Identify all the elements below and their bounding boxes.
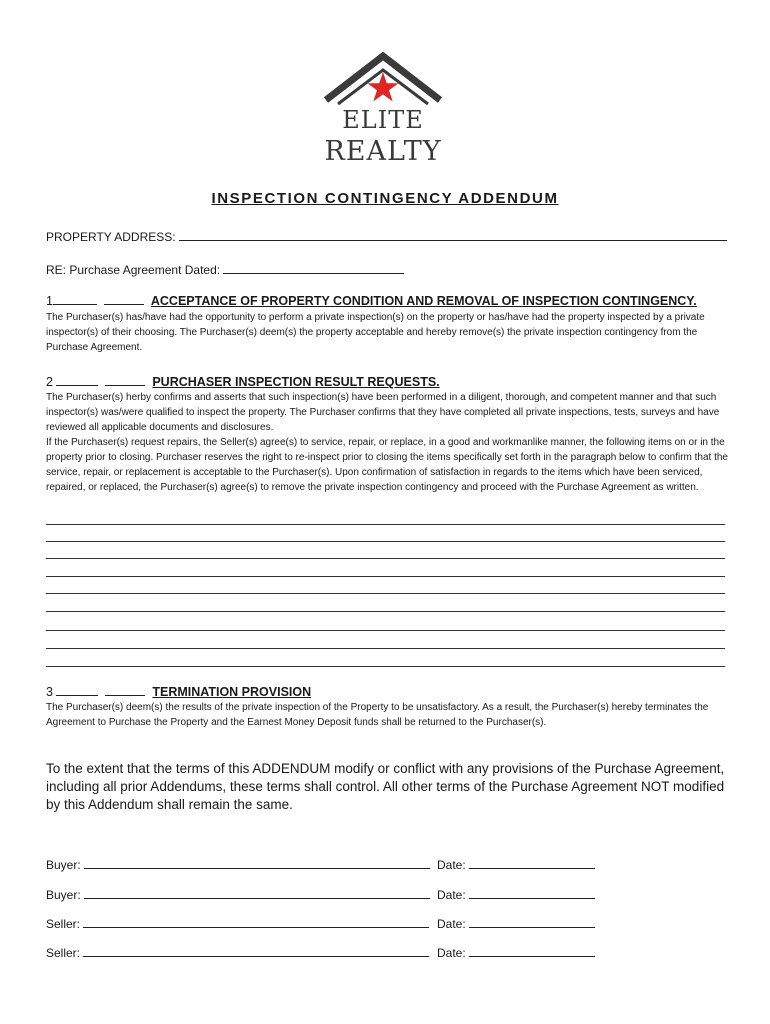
section-2-body: [46, 390, 736, 495]
section-1-body: The Purchaser(s) has/have had the opportunity to perform a private inspection(s) on the property or has/have had the property inspected by a private inspector(s) of their choosing. The Purchaser(s) deem(s) the property acceptable and hereby remove(s) the private inspection contingency from the Purchase Agreement.: [46, 312, 705, 353]
purchase-agreement-row: [46, 262, 404, 277]
repair-items-line[interactable]: [46, 611, 725, 612]
seller-date-field[interactable]: [469, 945, 595, 957]
date-label: Date:: [437, 917, 466, 931]
section-1-initial-1[interactable]: [53, 293, 97, 305]
signature-row: [46, 945, 429, 960]
section-3-initial-1[interactable]: [56, 684, 98, 696]
date-label: Date:: [437, 858, 466, 872]
property-address-label: PROPERTY ADDRESS:: [46, 230, 176, 244]
signature-role-label: Buyer:: [46, 888, 81, 902]
section-1-initial-2[interactable]: [104, 293, 144, 305]
signature-date-row: [437, 887, 595, 902]
repair-items-line[interactable]: [46, 524, 725, 525]
section-2-initial-1[interactable]: [56, 374, 98, 386]
closing-paragraph: To the extent that the terms of this ADDENDUM modify or conflict with any provisions of the Purchase Agreement, including all prior Addendums, these terms shall control. All other terms of the Purchase Agreement NOT modified by this Addendum shall remain the same.: [46, 761, 725, 812]
signature-role-label: Seller:: [46, 946, 81, 960]
section-1-heading: 1 ACCEPTANCE OF PROPERTY CONDITION AND REMOVAL OF INSPECTION CONTINGENCY.: [46, 294, 697, 308]
signature-role-label: Buyer:: [46, 858, 81, 872]
seller-signature-field[interactable]: [83, 916, 429, 928]
property-address-field[interactable]: [179, 229, 727, 241]
seller-signature-field[interactable]: [83, 945, 429, 957]
section-3-heading: 3 TERMINATION PROVISION: [46, 685, 312, 699]
buyer-date-field[interactable]: [469, 887, 595, 899]
buyer-signature-field[interactable]: [84, 887, 430, 899]
repair-items-line[interactable]: [46, 630, 725, 631]
signature-role-label: Seller:: [46, 917, 81, 931]
logo-text-realty: REALTY: [324, 136, 442, 167]
repair-items-line[interactable]: [46, 648, 725, 649]
signature-row: [46, 916, 429, 931]
signature-row: [46, 857, 430, 872]
seller-date-field[interactable]: [469, 916, 595, 928]
repair-items-line[interactable]: [46, 666, 725, 667]
signature-date-row: [437, 945, 595, 960]
section-3-body: The Purchaser(s) deem(s) the results of the private inspection of the Property to be unsatisfactory. As a result, the Purchaser(s) hereby terminates the Agreement to Purchase the Property and the Earnest Money Deposit funds shall be returned to the Purchaser(s).: [46, 702, 709, 728]
house-roof-icon: [318, 50, 448, 110]
signature-date-row: [437, 857, 595, 872]
purchase-agreement-date-field[interactable]: [223, 262, 404, 274]
logo-text-elite: ELITE: [342, 106, 424, 134]
buyer-date-field[interactable]: [469, 857, 595, 869]
repair-items-line[interactable]: [46, 541, 725, 542]
section-2-paragraph-1: The Purchaser(s) herby confirms and asserts that such inspection(s) have been performed in a diligent, thorough, and competent manner and that such inspector(s) was/were qualified to inspect the property. The Purchaser confirms that they have completed all private inspections, tests, surveys and have reviewed all applicable documents and disclosures.: [46, 392, 720, 433]
elite-realty-logo: [318, 50, 448, 174]
buyer-signature-field[interactable]: [84, 857, 430, 869]
section-3-initial-2[interactable]: [105, 684, 145, 696]
date-label: Date:: [437, 888, 466, 902]
section-2-initial-2[interactable]: [105, 374, 145, 386]
property-address-row: [46, 229, 727, 244]
date-label: Date:: [437, 946, 466, 960]
section-2-heading: 2 PURCHASER INSPECTION RESULT REQUESTS.: [46, 375, 440, 389]
section-2-paragraph-2: If the Purchaser(s) request repairs, the Seller(s) agree(s) to service, repair, or replace, in a good and workmanlike manner, the following items on or in the property prior to closing. Purchaser reserves the right to re-inspect prior to closing the items specifically set forth in the paragraph below to confirm that the service, repair, or replacement is acceptable to the Purchaser(s). Upon confirmation of satisfaction in regards to the items which have been serviced, repaired, or replaced, the Purchaser(s) agree(s) to remove the private inspection contingency and proceed with the Purchase Agreement as written.: [46, 437, 728, 493]
repair-items-line[interactable]: [46, 558, 725, 559]
signature-date-row: [437, 916, 595, 931]
page-title: INSPECTION CONTINGENCY ADDENDUM: [211, 190, 559, 207]
purchase-agreement-label: RE: Purchase Agreement Dated:: [46, 263, 221, 277]
repair-items-line[interactable]: [46, 576, 725, 577]
signature-row: [46, 887, 430, 902]
repair-items-line[interactable]: [46, 593, 725, 594]
